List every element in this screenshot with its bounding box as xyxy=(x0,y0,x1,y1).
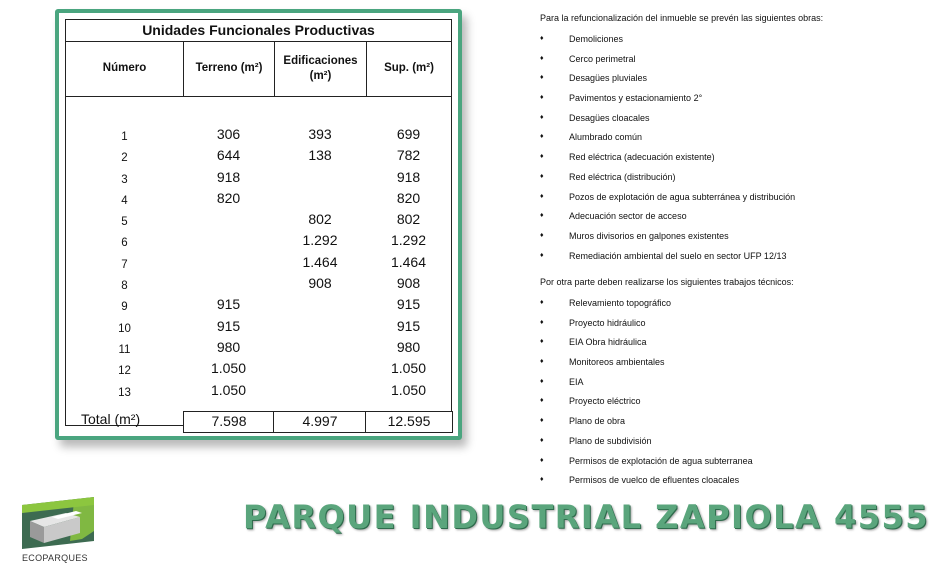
header-terreno: Terreno (m²) xyxy=(183,41,274,97)
list-item xyxy=(540,151,795,171)
table-row xyxy=(66,358,451,379)
cell-sup: 918 xyxy=(396,168,421,185)
cell-sup: 699 xyxy=(396,126,421,142)
units-table-panel xyxy=(55,9,462,440)
table-row xyxy=(66,337,451,358)
trabajos-list xyxy=(540,297,753,494)
list-item xyxy=(540,230,795,250)
row-number: 13 xyxy=(118,386,131,399)
table-row xyxy=(66,273,451,294)
table-row xyxy=(66,252,451,273)
diamond-bullet-icon: ♦ xyxy=(540,397,544,405)
table-title: Unidades Funcionales Productivas xyxy=(66,20,451,42)
row-number: 12 xyxy=(118,365,131,378)
list-item xyxy=(540,415,753,435)
list-item-text: Permisos de explotación de agua subterranea xyxy=(569,455,753,466)
list-item-text: Desagües cloacales xyxy=(569,112,650,123)
list-item xyxy=(540,474,753,494)
diamond-bullet-icon: ♦ xyxy=(540,74,544,82)
cell-sup: 915 xyxy=(396,296,421,313)
cell-sup: 1.050 xyxy=(390,360,427,377)
list-item-text: Monitoreos ambientales xyxy=(569,357,665,368)
header-numero: Número xyxy=(66,41,183,97)
cell-edificaciones: 393 xyxy=(308,126,332,142)
header-edificaciones: Edificaciones (m²) xyxy=(274,41,366,97)
cell-sup: 1.464 xyxy=(390,253,427,270)
diamond-bullet-icon: ♦ xyxy=(540,133,544,141)
header-sup: Sup. (m²) xyxy=(366,41,451,97)
row-number: 7 xyxy=(121,258,128,271)
list-item xyxy=(540,376,753,396)
list-item xyxy=(540,92,795,112)
list-item xyxy=(540,191,795,211)
table-row xyxy=(66,167,451,188)
logo-text: ECOPARQUES xyxy=(22,553,88,563)
diamond-bullet-icon: ♦ xyxy=(540,377,544,385)
cell-sup: 980 xyxy=(396,338,421,355)
cell-sup: 915 xyxy=(396,317,421,334)
list-item-text: Cerco perimetral xyxy=(569,53,636,64)
table-row xyxy=(66,294,451,315)
row-number: 6 xyxy=(121,237,128,250)
diamond-bullet-icon: ♦ xyxy=(540,338,544,346)
table-row xyxy=(66,188,451,209)
list-item xyxy=(540,33,795,53)
diamond-bullet-icon: ♦ xyxy=(540,192,544,200)
cell-terreno: 306 xyxy=(216,126,241,142)
list-item-text: Desagües pluviales xyxy=(569,73,648,84)
total-terreno: 7.598 xyxy=(183,411,275,433)
list-item-text: Remediación ambiental del suelo en sector UFP 12/13 xyxy=(569,250,787,261)
cell-sup: 1.050 xyxy=(390,381,427,398)
row-number: 5 xyxy=(121,216,128,229)
list-item-text: Muros divisorios en galpones existentes xyxy=(569,230,729,241)
list-item-text: Permisos de vuelco de efluentes cloacales xyxy=(569,475,740,486)
obras-list xyxy=(540,33,795,269)
cell-terreno: 820 xyxy=(216,189,241,206)
list-item-text: Relevamiento topográfico xyxy=(569,298,672,308)
table-row xyxy=(66,145,451,166)
list-item xyxy=(540,395,753,415)
list-item-text: Proyecto eléctrico xyxy=(569,396,641,407)
cell-sup: 1.292 xyxy=(390,232,427,249)
list-item xyxy=(540,297,753,317)
row-number: 2 xyxy=(121,152,128,165)
diamond-bullet-icon: ♦ xyxy=(540,35,544,42)
cell-terreno: 644 xyxy=(216,147,241,164)
list-item-text: Demoliciones xyxy=(569,34,624,44)
row-number: 10 xyxy=(118,322,131,335)
cell-edificaciones: 1.464 xyxy=(302,253,338,270)
cell-terreno: 1.050 xyxy=(210,360,247,377)
cell-edificaciones: 1.292 xyxy=(302,232,338,249)
cell-sup: 908 xyxy=(396,275,421,292)
list-item-text: Alumbrado común xyxy=(569,132,643,143)
table-row xyxy=(66,316,451,337)
list-item-text: Pozos de explotación de agua subterránea y distribución xyxy=(569,191,796,202)
list-item xyxy=(540,356,753,376)
table-row xyxy=(66,209,451,230)
cell-edificaciones: 908 xyxy=(308,275,332,292)
list-item xyxy=(540,435,753,455)
total-edificaciones: 4.997 xyxy=(273,411,367,433)
list-item xyxy=(540,171,795,191)
total-row xyxy=(66,411,451,429)
list-item xyxy=(540,317,753,337)
list-item-text: Plano de subdivisión xyxy=(569,435,652,446)
diamond-bullet-icon: ♦ xyxy=(540,231,544,239)
list-item xyxy=(540,53,795,73)
diamond-bullet-icon: ♦ xyxy=(540,172,544,180)
total-sup: 12.595 xyxy=(365,411,453,433)
row-number: 11 xyxy=(118,343,131,356)
page-title: PARQUE INDUSTRIAL ZAPIOLA 4555 xyxy=(243,498,929,536)
trabajos-intro: Por otra parte deben realizarse los siguientes trabajos técnicos: xyxy=(540,277,794,287)
diamond-bullet-icon: ♦ xyxy=(540,113,544,121)
cell-sup: 820 xyxy=(396,189,421,206)
diamond-bullet-icon: ♦ xyxy=(540,358,544,366)
list-item-text: Red eléctrica (adecuación existente) xyxy=(569,152,715,163)
diamond-bullet-icon: ♦ xyxy=(540,299,544,306)
list-item-text: Pavimentos y estacionamiento 2° xyxy=(569,93,703,104)
list-item xyxy=(540,336,753,356)
diamond-bullet-icon: ♦ xyxy=(540,212,544,220)
cell-terreno: 980 xyxy=(216,338,241,355)
cell-sup: 802 xyxy=(396,211,421,228)
units-table xyxy=(65,19,452,429)
table-body xyxy=(66,124,451,401)
diamond-bullet-icon: ♦ xyxy=(540,436,544,444)
cell-terreno: 915 xyxy=(216,296,241,313)
diamond-bullet-icon: ♦ xyxy=(540,318,544,326)
cell-edificaciones: 138 xyxy=(308,147,332,164)
row-number: 1 xyxy=(121,131,128,143)
list-item xyxy=(540,131,795,151)
diamond-bullet-icon: ♦ xyxy=(540,251,544,259)
diamond-bullet-icon: ♦ xyxy=(540,54,544,62)
row-number: 4 xyxy=(121,194,128,207)
obras-intro: Para la refuncionalización del inmueble se prevén las siguientes obras: xyxy=(540,13,824,23)
list-item-text: EIA xyxy=(569,376,584,387)
table-row xyxy=(66,230,451,251)
list-item-text: EIA Obra hidráulica xyxy=(569,337,647,348)
list-item xyxy=(540,112,795,132)
list-item xyxy=(540,72,795,92)
table-row xyxy=(66,380,451,401)
row-number: 8 xyxy=(121,280,128,293)
diamond-bullet-icon: ♦ xyxy=(540,94,544,102)
list-item-text: Proyecto hidráulico xyxy=(569,317,646,328)
diamond-bullet-icon: ♦ xyxy=(540,417,544,425)
row-number: 3 xyxy=(121,173,128,186)
list-item xyxy=(540,250,795,270)
diamond-bullet-icon: ♦ xyxy=(540,456,544,464)
diamond-bullet-icon: ♦ xyxy=(540,153,544,161)
list-item-text: Red eléctrica (distribución) xyxy=(569,171,676,182)
cell-terreno: 1.050 xyxy=(210,381,247,398)
cell-terreno: 918 xyxy=(216,168,241,185)
cell-edificaciones: 802 xyxy=(308,211,332,228)
total-label: Total (m²) xyxy=(81,411,141,427)
list-item-text: Plano de obra xyxy=(569,416,626,427)
list-item xyxy=(540,455,753,475)
cell-terreno: 915 xyxy=(216,317,241,334)
list-item xyxy=(540,210,795,230)
cell-sup: 782 xyxy=(396,147,421,164)
ecoparques-logo-icon xyxy=(22,497,94,549)
row-number: 9 xyxy=(121,301,128,314)
diamond-bullet-icon: ♦ xyxy=(540,476,544,484)
table-row xyxy=(66,124,451,145)
list-item-text: Adecuación sector de acceso xyxy=(569,211,687,222)
